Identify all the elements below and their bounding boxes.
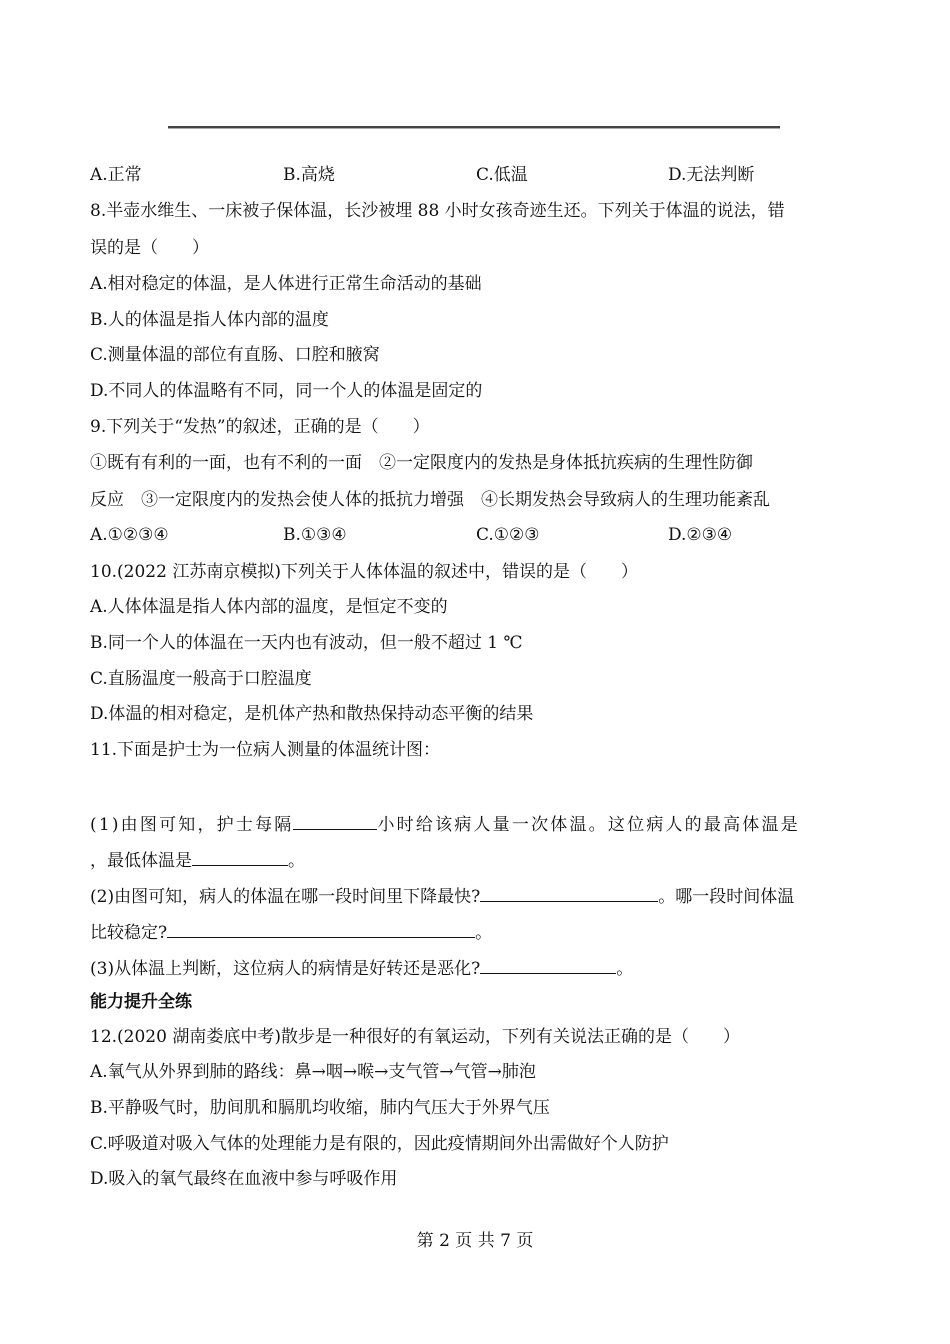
q11-part1-text-a: (1)由图可知，护士每隔 bbox=[90, 815, 294, 835]
q11-part2-text-c: 比较稳定? bbox=[90, 923, 168, 943]
q11-part2-text-d: 。 bbox=[475, 923, 493, 943]
q10-option-d: D.体温的相对稳定，是机体产热和散热保持动态平衡的结果 bbox=[90, 704, 534, 724]
q12-option-a: A.氧气从外界到肺的路线：鼻→咽→喉→支气管→气管→肺泡 bbox=[90, 1062, 536, 1082]
q10-option-c: C.直肠温度一般高于口腔温度 bbox=[90, 669, 312, 689]
q11-part1-text-d: 。 bbox=[288, 851, 305, 871]
q10-stem: 10.(2022 江苏南京模拟)下列关于人体体温的叙述中，错误的是（ ） bbox=[90, 562, 638, 582]
q11-part1-text-c: ，最低体温是 bbox=[90, 851, 192, 871]
q11-part1-line1 bbox=[90, 811, 800, 837]
q7-option-a: A.正常 bbox=[90, 165, 142, 185]
q9-option-d: D.②③④ bbox=[668, 525, 733, 545]
q11-blank-interval[interactable] bbox=[293, 811, 377, 830]
q12-stem: 12.(2020 湖南娄底中考)散步是一种很好的有氧运动，下列有关说法正确的是（ ） bbox=[90, 1027, 740, 1047]
q11-part2-text-a: (2)由图可知，病人的体温在哪一段时间里下降最快? bbox=[90, 887, 481, 907]
q8-option-c: C.测量体温的部位有直肠、口腔和腋窝 bbox=[90, 345, 380, 365]
q11-blank-condition[interactable] bbox=[480, 955, 616, 974]
q12-option-d: D.吸入的氧气最终在血液中参与呼吸作用 bbox=[90, 1169, 398, 1189]
q11-part2-line1 bbox=[90, 883, 794, 909]
q8-option-d: D.不同人的体温略有不同，同一个人的体温是固定的 bbox=[90, 381, 483, 401]
header-rule bbox=[168, 124, 780, 130]
page-footer: 第 2 页 共 7 页 bbox=[416, 1231, 534, 1251]
q12-option-b: B.平静吸气时，肋间肌和膈肌均收缩，肺内气压大于外界气压 bbox=[90, 1098, 550, 1118]
q11-part3 bbox=[90, 955, 633, 981]
q7-option-c: C.低温 bbox=[476, 165, 528, 185]
q11-part2-line2 bbox=[90, 919, 492, 945]
q11-blank-stable-period[interactable] bbox=[167, 919, 475, 938]
q9-stem: 9.下列关于“发热”的叙述，正确的是（ ） bbox=[90, 417, 430, 437]
q9-items-line1: ①既有有利的一面，也有不利的一面 ②一定限度内的发热是身体抵抗疾病的生理性防御 bbox=[90, 453, 753, 473]
q7-option-b: B.高烧 bbox=[283, 165, 335, 185]
q8-option-a: A.相对稳定的体温，是人体进行正常生命活动的基础 bbox=[90, 274, 482, 294]
q11-part2-text-b: 。哪一段时间体温 bbox=[658, 887, 795, 907]
q11-blank-fastest-drop[interactable] bbox=[480, 883, 658, 902]
q7-option-d: D.无法判断 bbox=[668, 165, 755, 185]
q11-part3-text-b: 。 bbox=[616, 959, 634, 979]
q9-option-b: B.①③④ bbox=[283, 525, 347, 545]
q11-part1-text-b: 小时给该病人量一次体温。这位病人的最高体温是 bbox=[377, 815, 800, 835]
q8-stem-line2: 误的是（ ） bbox=[90, 238, 209, 258]
q10-option-b: B.同一个人的体温在一天内也有波动，但一般不超过 1 ℃ bbox=[90, 633, 523, 653]
q9-option-a: A.①②③④ bbox=[90, 525, 169, 545]
q11-blank-lowest[interactable] bbox=[192, 847, 288, 866]
q9-option-c: C.①②③ bbox=[476, 525, 540, 545]
q8-option-b: B.人的体温是指人体内部的温度 bbox=[90, 310, 329, 330]
q12-option-c: C.呼吸道对吸入气体的处理能力是有限的，因此疫情期间外出需做好个人防护 bbox=[90, 1134, 669, 1154]
section-title: 能力提升全练 bbox=[90, 992, 192, 1012]
q11-stem: 11.下面是护士为一位病人测量的体温统计图： bbox=[90, 740, 441, 760]
q9-items-line2: 反应 ③一定限度内的发热会使人体的抵抗力增强 ④长期发热会导致病人的生理功能紊乱 bbox=[90, 490, 770, 510]
q11-part1-line2 bbox=[90, 847, 305, 873]
q11-part3-text-a: (3)从体温上判断，这位病人的病情是好转还是恶化? bbox=[90, 959, 481, 979]
q8-stem-line1: 8.半壶水维生、一床被子保体温，长沙被埋 88 小时女孩奇迹生还。下列关于体温的说法，错 bbox=[90, 201, 785, 221]
q10-option-a: A.人体体温是指人体内部的温度，是恒定不变的 bbox=[90, 597, 448, 617]
